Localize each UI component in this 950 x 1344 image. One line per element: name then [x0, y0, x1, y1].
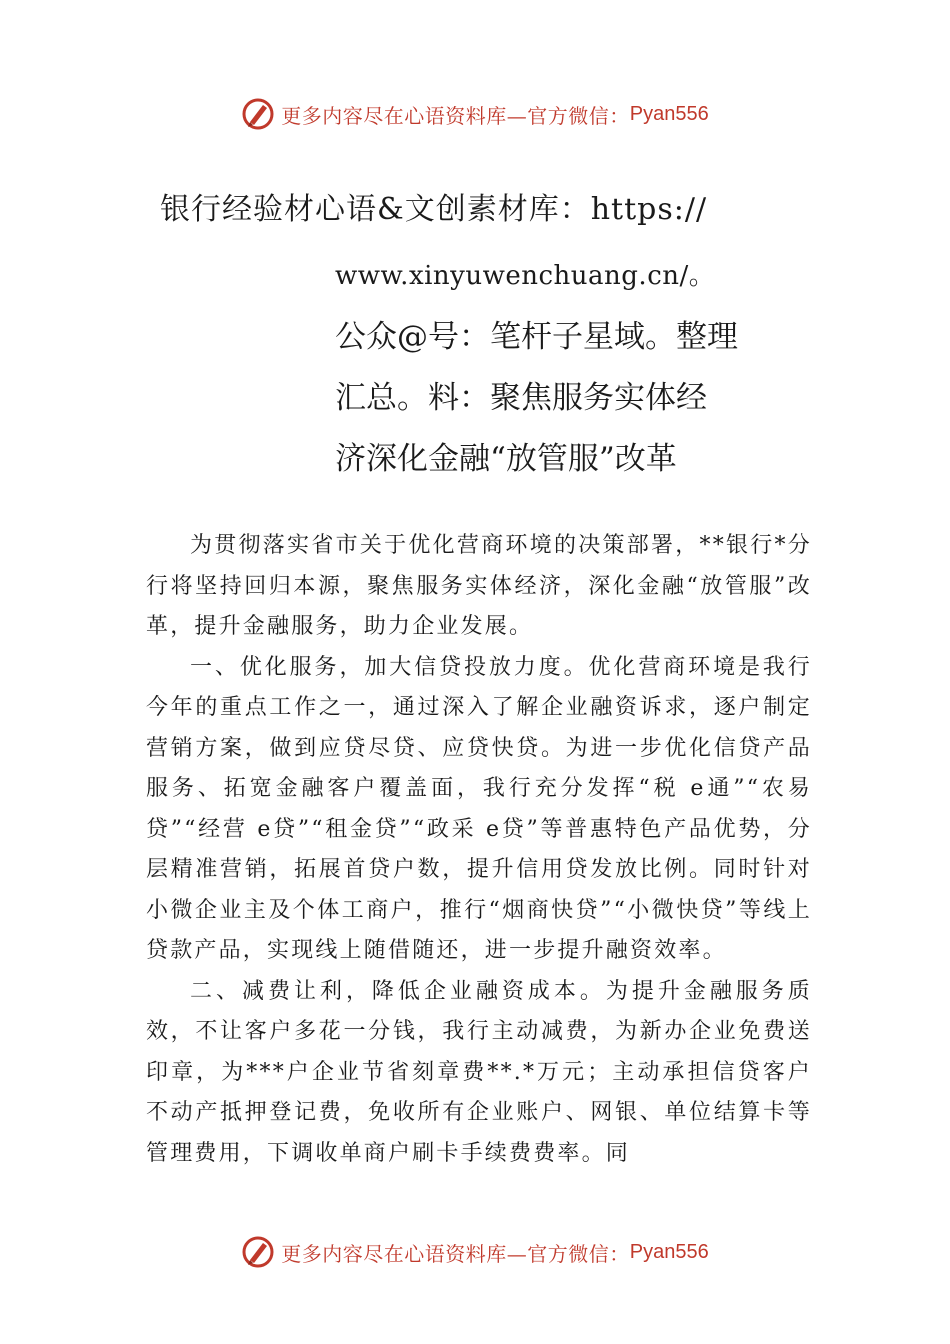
watermark-brand: 更多内容尽在心语资料库—官方微信： [281, 1241, 630, 1266]
document-title-line-4: 汇总。料：聚焦服务实体经 [335, 380, 707, 416]
pen-logo-icon [241, 1235, 275, 1269]
header-watermark [0, 94, 950, 134]
document-title-line-2: www.xinyuwenchuang.cn/。 [335, 261, 716, 291]
paragraph-section-1: 一、优化服务，加大信贷投放力度。优化营商环境是我行今年的重点工作之一，通过深入了解企业融资诉求，逐户制定营销方案，做到应贷尽贷、应贷快贷。为进一步优化信贷产品服务、拓宽金融客户覆盖面，我行充分发挥“税 e通”“农易贷”“经营 e贷”“租金贷”“政采 e贷”等普惠特色产品优势，分层精准营销，拓展首贷户数，提升信用贷发放比例。同时针对小微企业主及个体工商户，推行“烟商快贷”“小微快贷”等线上贷款产品，实现线上随借随还，进一步提升融资效率。 [146, 654, 812, 963]
watermark-contact: Pyan556 [629, 102, 709, 125]
document-title-line-5: 济深化金融“放管服”改革 [335, 441, 677, 477]
watermark-brand: 更多内容尽在心语资料库—官方微信： [281, 103, 630, 128]
document-title [335, 246, 795, 490]
paragraph-intro: 为贯彻落实省市关于优化营商环境的决策部署，**银行*分行将坚持回归本源，聚焦服务实体经济，深化金融“放管服”改革，提升金融服务，助力企业发展。 [146, 533, 812, 639]
document-title-line-3: 公众@号：笔杆子星域。整理 [335, 319, 738, 355]
pen-logo-icon [241, 97, 275, 131]
document-title-line-1: 银行经验材心语&文创素材库：https:// [160, 192, 708, 227]
document-body [146, 526, 812, 1174]
paragraph-section-2: 二、减费让利，降低企业融资成本。为提升金融服务质效，不让客户多花一分钱，我行主动减费，为新办企业免费送印章，为***户企业节省刻章费**.*万元；主动承担信贷客户不动产抵押登记费，免收所有企业账户、网银、单位结算卡等管理费用，下调收单商户刷卡手续费费率。同 [146, 978, 812, 1166]
watermark-contact: Pyan556 [629, 1240, 709, 1263]
footer-watermark [0, 1232, 950, 1272]
